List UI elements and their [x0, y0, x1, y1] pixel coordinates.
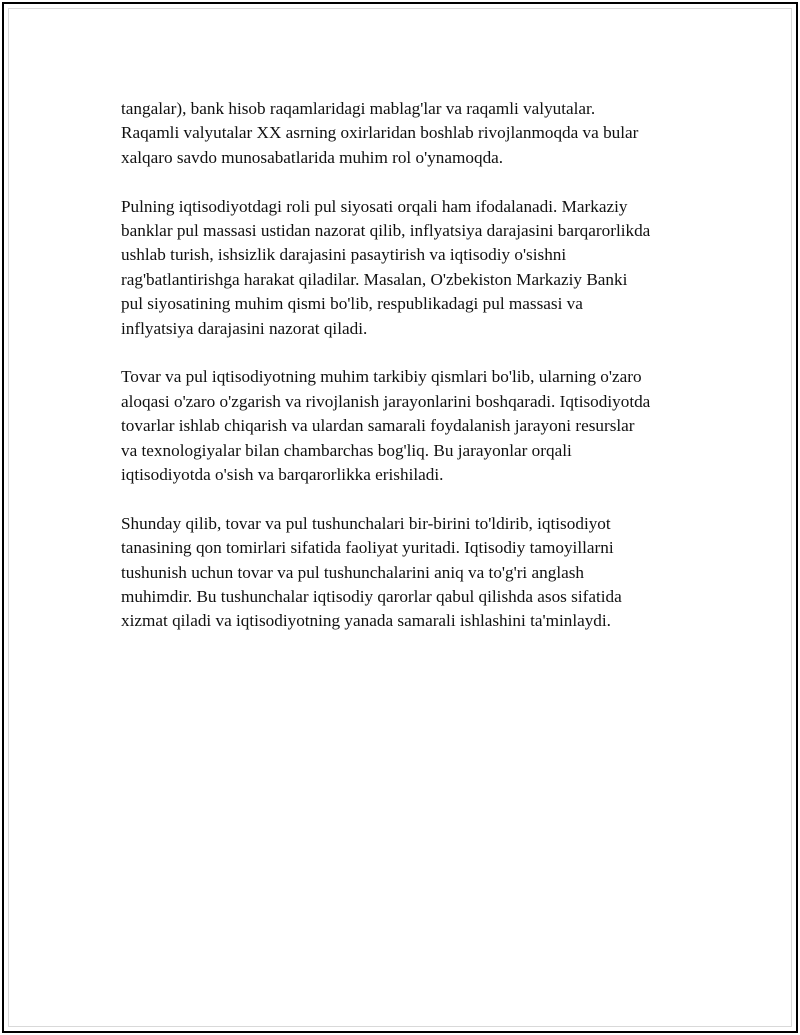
document-body: [121, 97, 701, 658]
paragraph-1: tangalar), bank hisob raqamlaridagi mablag'lar va raqamli valyutalar. Raqamli valyutalar XX asrning oxirlaridan boshlab rivojlanmoqda va bular xalqaro savdo munosabatlarida muhim rol o'ynamoqda.: [121, 99, 639, 167]
paragraph-2: Pulning iqtisodiyotdagi roli pul siyosati orqali ham ifodalanadi. Markaziy banklar pul massasi ustidan nazorat qilib, inflyatsiya darajasini barqarorlikda ushlab turish, ishsizlik darajasini pasaytirish va iqtisodiy o'sishni rag'batlantirishga harakat qiladilar. Masalan, O'zbekiston Markaziy Banki pul siyosatining muhim qismi bo'lib, respublikadagi pul massasi va inflyatsiya darajasini nazorat qiladi.: [121, 196, 651, 338]
paragraph-4: Shunday qilib, tovar va pul tushunchalari bir-birini to'ldirib, iqtisodiyot tanasining qon tomirlari sifatida faoliyat yuritadi. Iqtisodiy tamoyillarni tushunish uchun tovar va pul tushunchalarini aniq va to'g'ri anglash muhimdir. Bu tushunchalar iqtisodiy qarorlar qabul qilishda asos sifatida xizmat qiladi va iqtisodiyotning yanada samarali ishlashini ta'minlaydi.: [121, 513, 622, 631]
paragraph-3: Tovar va pul iqtisodiyotning muhim tarkibiy qismlari bo'lib, ularning o'zaro aloqasi o'zaro o'zgarish va rivojlanish jarayonlarini boshqaradi. Iqtisodiyotda tovarlar ishlab chiqarish va ulardan samarali foydalanish jarayoni resurslar va texnologiyalar bilan chambarchas bog'liq. Bu jarayonlar orqali iqtisodiyotda o'sish va barqarorlikka erishiladi.: [121, 367, 651, 485]
page-frame: [2, 2, 798, 1033]
